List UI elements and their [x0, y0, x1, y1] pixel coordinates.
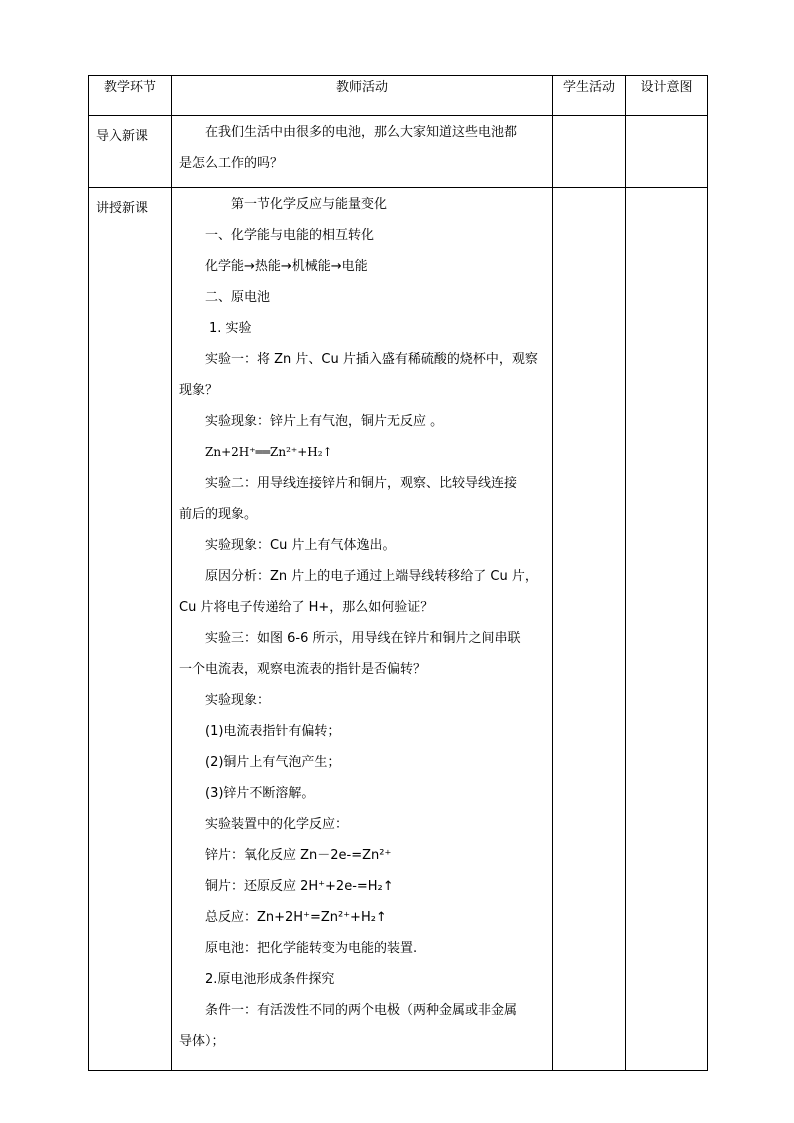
header-stage: 教学环节: [89, 76, 172, 116]
header-design-intent: 设计意图: [626, 76, 708, 116]
table-header-row: [89, 76, 708, 116]
observation3-item1: (1)电流表指针有偏转；: [205, 724, 341, 739]
equation1: Zn+2H⁺══Zn²⁺+H₂↑: [205, 445, 333, 459]
copper-reaction: 铜片：还原反应 2H⁺+2e-=H₂↑: [205, 879, 394, 894]
intro-line-1: 在我们生活中由很多的电池，那么大家知道这些电池都: [205, 125, 518, 140]
experiment1-line2: 现象？: [179, 383, 219, 398]
galvanic-cell-definition: 原电池：把化学能转变为电能的装置.: [205, 941, 418, 956]
energy-chain: 化学能→热能→机械能→电能: [205, 259, 368, 274]
observation2: 实验现象：Cu 片上有气体逸出。: [205, 538, 396, 553]
teacher-activity-intro: [172, 116, 553, 188]
design-intent-intro: [626, 116, 708, 188]
item-experiment: 1. 实验: [209, 321, 252, 336]
student-activity-intro: [553, 116, 626, 188]
intro-line-2: 是怎么工作的吗？: [179, 156, 284, 171]
condition1-line2: 导体）；: [179, 1034, 225, 1049]
heading-conversion: 一、化学能与电能的相互转化: [205, 228, 375, 243]
student-activity-lecture: [553, 188, 626, 1071]
observation3-item3: (3)锌片不断溶解。: [205, 786, 315, 801]
heading-galvanic-cell: 二、原电池: [205, 290, 271, 305]
observation3-title: 实验现象：: [205, 693, 271, 708]
observation1: 实验现象：锌片上有气泡，铜片无反应 。: [205, 414, 444, 429]
experiment3-line2: 一个电流表，观察电流表的指针是否偏转？: [179, 662, 427, 677]
reaction-title: 实验装置中的化学反应：: [205, 817, 349, 832]
section-title: 第一节化学反应与能量变化: [231, 197, 388, 212]
header-student-activity: 学生活动: [553, 76, 626, 116]
observation3-item2: (2)铜片上有气泡产生；: [205, 755, 341, 770]
experiment1-line1: 实验一：将 Zn 片、Cu 片插入盛有稀硫酸的烧杯中，观察: [205, 352, 538, 367]
stage-intro: 导入新课: [89, 116, 172, 188]
experiment2-line1: 实验二：用导线连接锌片和铜片，观察、比较导线连接: [205, 476, 518, 491]
experiment3-line1: 实验三：如图 6-6 所示，用导线在锌片和铜片之间串联: [205, 631, 521, 646]
zinc-reaction: 锌片：氧化反应 Zn－2e-=Zn²⁺: [205, 848, 392, 863]
table-row-intro: [89, 116, 708, 188]
cause-analysis-line1: 原因分析：Zn 片上的电子通过上端导线转移给了 Cu 片，: [205, 569, 538, 584]
table-row-lecture: [89, 188, 708, 1071]
design-intent-lecture: [626, 188, 708, 1071]
lesson-plan-table: [88, 75, 708, 1071]
header-teacher-activity: 教师活动: [172, 76, 553, 116]
item-formation-conditions: 2.原电池形成条件探究: [205, 972, 335, 987]
condition1-line1: 条件一：有活泼性不同的两个电极（两种金属或非金属: [205, 1003, 518, 1018]
experiment2-line2: 前后的现象。: [179, 507, 258, 522]
total-reaction: 总反应：Zn+2H⁺=Zn²⁺+H₂↑: [205, 910, 387, 925]
teacher-activity-lecture: [172, 188, 553, 1071]
cause-analysis-line2: Cu 片将电子传递给了 H+，那么如何验证？: [179, 600, 434, 615]
stage-lecture: 讲授新课: [89, 188, 172, 1071]
